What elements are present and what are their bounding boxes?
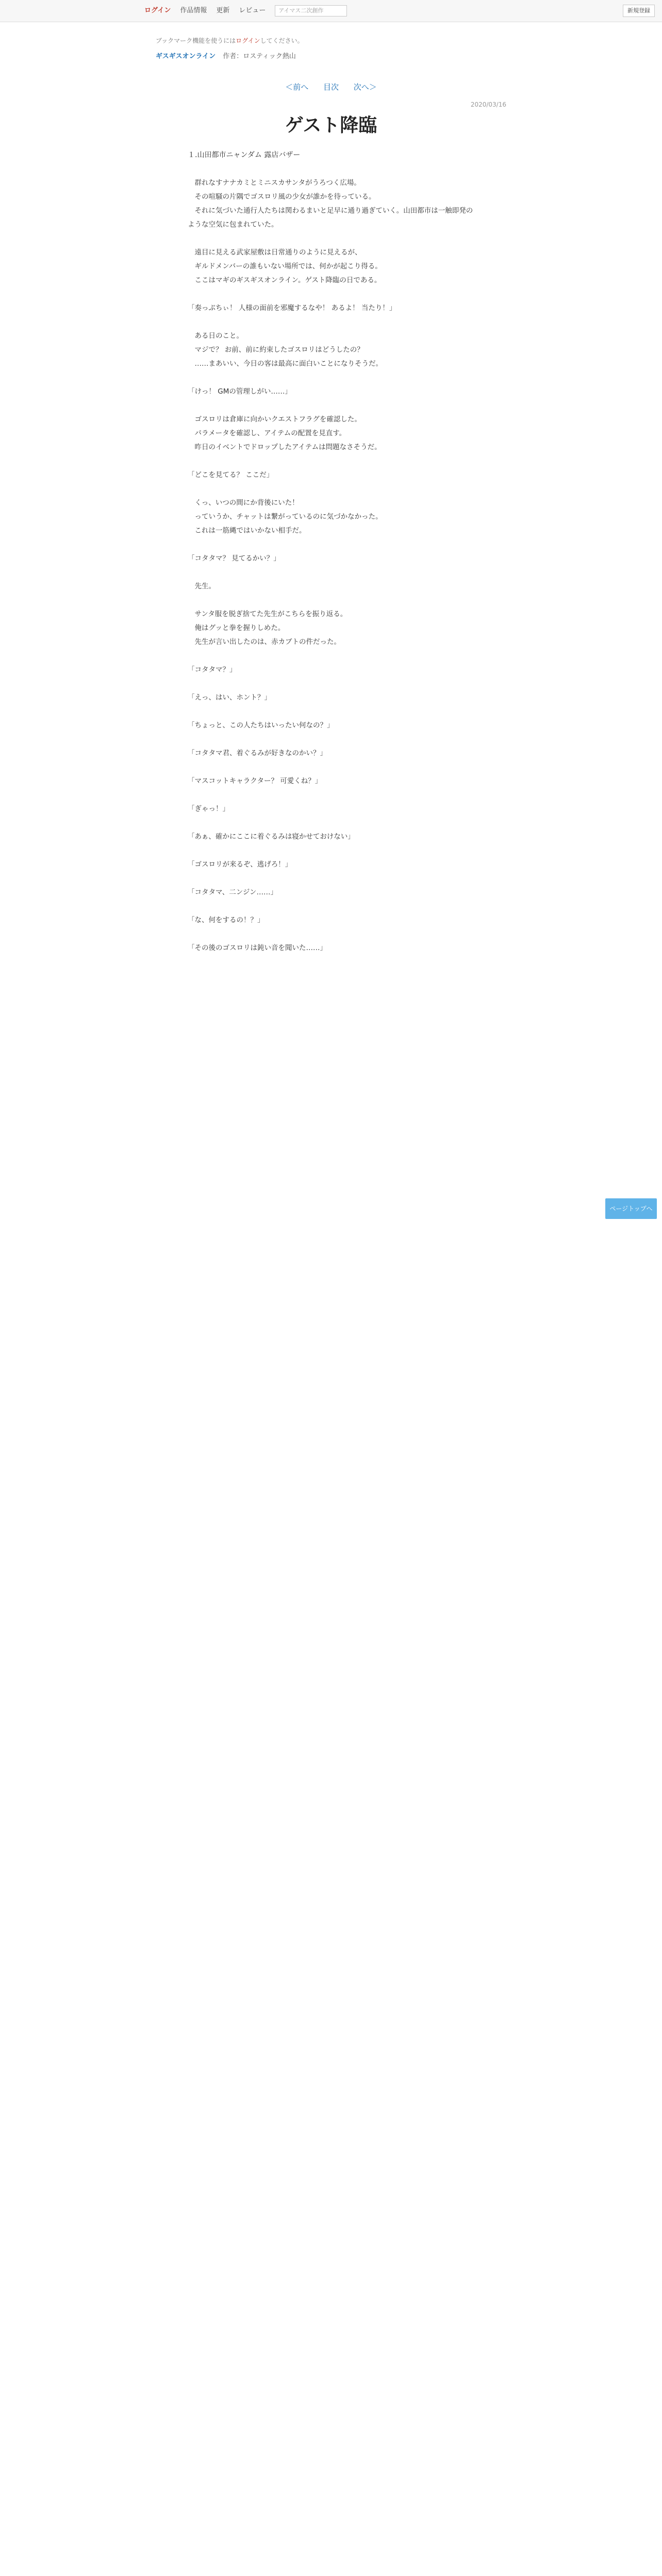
story-paragraph: くっ、いつの間にか背後にいた！ <box>188 499 299 507</box>
story-paragraph: 昨日のイベントでドロップしたアイテムは問題なさそうだ。 <box>188 443 382 451</box>
story-paragraph: ここはマギのギスギスオンライン。ゲスト降臨の日である。 <box>188 276 382 284</box>
story-paragraph: 「マスコットキャラクター？ 可愛くね？」 <box>188 777 322 785</box>
paragraph-gap <box>188 399 476 413</box>
story-paragraph: 「えっ、はい、ホント？」 <box>188 693 271 702</box>
nav-item-updates[interactable]: 更新 <box>216 7 230 14</box>
story-paragraph: 先生が言い出したのは、赤カブトの件だった。 <box>188 638 341 646</box>
nav-item-reviews[interactable]: レビュー <box>239 7 266 14</box>
paragraph-gap <box>188 594 476 607</box>
chapter-pager <box>0 81 662 92</box>
paragraph-gap <box>188 566 476 580</box>
series-link[interactable]: ギスギスオンライン <box>156 53 216 60</box>
story-paragraph: 先生。 <box>188 582 216 590</box>
bookmark-notice <box>156 36 304 45</box>
story-paragraph: その喧騒の片隅でゴスロリ風の少女が誰かを待っている。 <box>188 193 376 201</box>
login-link[interactable]: ログイン <box>144 7 171 14</box>
paragraph-gap <box>188 705 476 719</box>
next-chapter-link[interactable]: 次へ＞ <box>353 82 377 92</box>
paragraph-gap <box>188 315 476 329</box>
story-paragraph: 「コタタマ？」 <box>188 666 237 674</box>
paragraph-gap <box>188 816 476 830</box>
top-nav <box>144 5 347 17</box>
paragraph-gap <box>188 677 476 691</box>
story-paragraph: 「ちょっと、この人たちはいったい何なの？」 <box>188 721 334 730</box>
page-top-button[interactable]: ページトップへ <box>605 1198 657 1219</box>
breadcrumb <box>156 50 296 60</box>
paragraph-gap <box>188 482 476 496</box>
paragraph-gap <box>188 287 476 301</box>
top-bar <box>0 0 662 22</box>
story-paragraph: サンタ服を脱ぎ捨てた先生がこちらを振り返る。 <box>188 610 347 618</box>
nav-item-works[interactable]: 作品情報 <box>180 7 207 14</box>
register-button[interactable]: 新規登録 <box>623 5 655 17</box>
notice-text-pre: ブックマーク機能を使うには <box>156 37 236 44</box>
story-paragraph: っていうか、チャットは繋がっているのに気づかなかった。 <box>188 513 383 521</box>
paragraph-gap <box>188 760 476 774</box>
paragraph-gap <box>188 232 476 246</box>
chapter-subtitle: １.山田都市ニャンダム 露店バザー <box>188 151 301 159</box>
story-paragraph: 群れなすナナカミとミニスカサンタがうろつく広場。 <box>188 179 361 187</box>
story-paragraph: 「どこを見てる？ ここだ」 <box>188 471 274 479</box>
story-paragraph: 俺はグッと拳を握りしめた。 <box>188 624 285 632</box>
story-paragraph: 「ゴスロリが来るぞ、逃げろ！」 <box>188 860 292 869</box>
story-paragraph: ギルドメンバーの誰もいない場所では、何かが起こり得る。 <box>188 262 382 270</box>
paragraph-gap <box>188 538 476 552</box>
story-body <box>188 176 476 2576</box>
paragraph-gap <box>188 927 476 941</box>
paragraph-gap <box>188 733 476 747</box>
chapter-title: ゲスト降臨 <box>285 115 377 136</box>
story-paragraph: 「コタタマ君、着ぐるみが好きなのかい？」 <box>188 749 327 757</box>
story-paragraph: ゴスロリは倉庫に向かいクエストフラグを確認した。 <box>188 415 361 423</box>
toc-link[interactable]: 目次 <box>323 82 339 92</box>
story-paragraph: 「けっ！ GMの管理しがい……」 <box>188 387 292 396</box>
story-paragraph: 「ぎゃっ！」 <box>188 805 229 813</box>
story-paragraph: 遠目に見える武家屋敷は日常通りのように見えるが、 <box>188 248 362 257</box>
paragraph-gap <box>188 844 476 858</box>
story-paragraph: ある日のこと。 <box>188 332 243 340</box>
notice-login-link[interactable]: ログイン <box>236 37 260 44</box>
story-paragraph: これは一筋縄ではいかない相手だ。 <box>188 527 306 535</box>
story-paragraph: 「その後のゴスロリは鈍い音を聞いた……」 <box>188 944 327 952</box>
post-date: 2020/03/16 <box>470 101 506 108</box>
paragraph-gap <box>188 900 476 913</box>
story-paragraph: 「奏っぷちぃ！ 人様の面前を邪魔するなや！ あるよ！ 当たり！」 <box>188 304 396 312</box>
paragraph-gap <box>188 872 476 886</box>
search-input[interactable]: アイマス二次創作 <box>275 5 347 16</box>
story-paragraph: ……まあいい、今日の客は最高に面白いことになりそうだ。 <box>188 360 383 368</box>
paragraph-gap <box>188 454 476 468</box>
story-paragraph: パラメータを確認し、アイテムの配置を見直す。 <box>188 429 346 437</box>
notice-text-post: してください。 <box>260 37 304 44</box>
paragraph-gap <box>188 649 476 663</box>
author-label[interactable]: 作者：ロスティック熱山 <box>223 53 296 60</box>
story-paragraph: マジで？ お前、前に約束したゴスロリはどうしたの？ <box>188 346 364 354</box>
story-paragraph: 「コタタマ、二ンジン……」 <box>188 888 278 896</box>
paragraph-gap <box>188 371 476 385</box>
prev-chapter-link[interactable]: ＜前へ <box>285 82 309 92</box>
story-paragraph: 「な、何をするの！？」 <box>188 916 264 924</box>
story-paragraph: 「あぁ、確かにここに着ぐるみは寝かせておけない」 <box>188 833 355 841</box>
paragraph-gap <box>188 788 476 802</box>
story-paragraph: それに気づいた通行人たちは関わるまいと足早に通り過ぎていく。山田都市は一触即発のような空気に包まれていた。 <box>188 207 473 229</box>
story-paragraph: 「コタタマ？ 見てるかい？」 <box>188 554 280 563</box>
